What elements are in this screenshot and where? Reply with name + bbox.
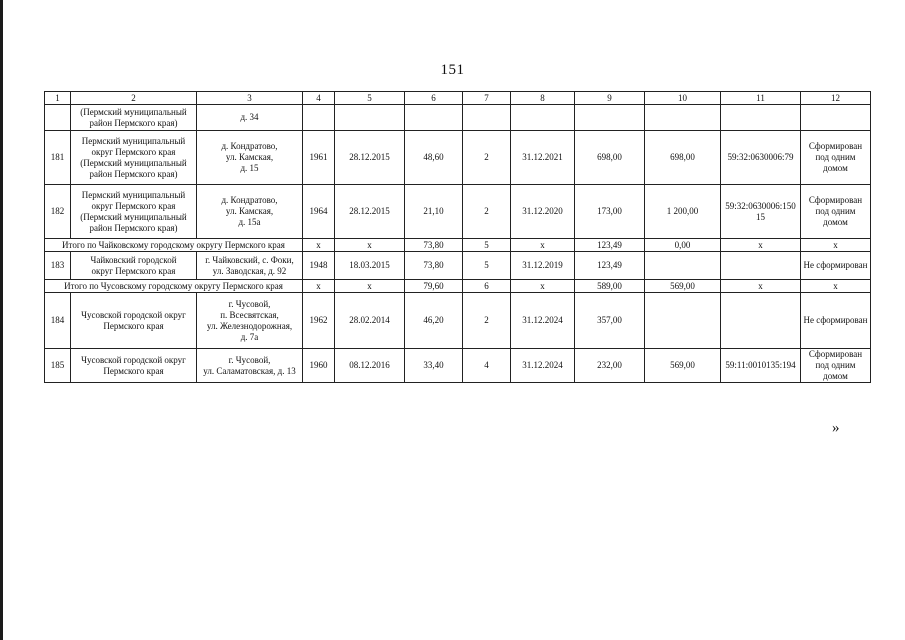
header-cell: 3	[197, 92, 303, 105]
header-cell: 11	[721, 92, 801, 105]
cell-count: 2	[463, 131, 511, 185]
total-row	[45, 280, 871, 293]
cell-cadastral	[721, 105, 801, 131]
cell-row-number	[45, 105, 71, 131]
cell-municipality: Пермский муниципальный округ Пермского края (Пермский муниципальный район Пермского края)	[71, 131, 197, 185]
cell-row-number: 181	[45, 131, 71, 185]
cell-date: 08.12.2016	[335, 349, 405, 383]
total-row	[45, 239, 871, 252]
cell-land-area: 357,00	[575, 293, 645, 349]
cell-cadastral	[721, 293, 801, 349]
header-cell: 12	[801, 92, 871, 105]
total-cell: 123,49	[575, 239, 645, 252]
cell-address: г. Чусовой, ул. Саламатовская, д. 13	[197, 349, 303, 383]
header-cell: 8	[511, 92, 575, 105]
total-label: Итого по Чайковскому городскому округу Пермского края	[45, 239, 303, 252]
cell-count: 2	[463, 293, 511, 349]
total-cell: 589,00	[575, 280, 645, 293]
total-cell: 6	[463, 280, 511, 293]
cell-deadline: 31.12.2020	[511, 185, 575, 239]
cell-land-area	[575, 105, 645, 131]
cell-plot-area	[645, 252, 721, 280]
cell-address: д. Кондратово, ул. Камская, д. 15	[197, 131, 303, 185]
header-row	[45, 92, 871, 105]
total-cell: x	[801, 239, 871, 252]
cell-cadastral: 59:32:0630006:79	[721, 131, 801, 185]
total-cell: 569,00	[645, 280, 721, 293]
table-row	[45, 293, 871, 349]
total-cell: x	[303, 280, 335, 293]
header-cell: 6	[405, 92, 463, 105]
total-cell: x	[721, 239, 801, 252]
table-row	[45, 131, 871, 185]
cell-plot-area: 1 200,00	[645, 185, 721, 239]
cell-plot-area	[645, 293, 721, 349]
cell-land-area: 698,00	[575, 131, 645, 185]
cell-status: Сформирован под одним домом	[801, 349, 871, 383]
cell-municipality: Чайковский городской округ Пермского края	[71, 252, 197, 280]
cell-date: 28.02.2014	[335, 293, 405, 349]
cell-year: 1964	[303, 185, 335, 239]
cell-row-number: 184	[45, 293, 71, 349]
total-cell: 73,80	[405, 239, 463, 252]
cell-count: 2	[463, 185, 511, 239]
cell-area: 46,20	[405, 293, 463, 349]
header-cell: 10	[645, 92, 721, 105]
cell-status: Не сформирован	[801, 252, 871, 280]
header-cell: 9	[575, 92, 645, 105]
cell-land-area: 123,49	[575, 252, 645, 280]
cell-row-number: 183	[45, 252, 71, 280]
cell-year: 1962	[303, 293, 335, 349]
cell-land-area: 173,00	[575, 185, 645, 239]
register-table	[44, 91, 871, 383]
cell-deadline: 31.12.2024	[511, 349, 575, 383]
page-number: 151	[440, 62, 465, 78]
cell-year: 1961	[303, 131, 335, 185]
cell-status: Сформирован под одним домом	[801, 131, 871, 185]
cell-date: 18.03.2015	[335, 252, 405, 280]
table-row	[45, 252, 871, 280]
cell-address: г. Чайковский, с. Фоки, ул. Заводская, д. 92	[197, 252, 303, 280]
cell-year: 1948	[303, 252, 335, 280]
cell-area: 21,10	[405, 185, 463, 239]
cell-cadastral: 59:11:0010135:194	[721, 349, 801, 383]
header-cell: 4	[303, 92, 335, 105]
total-cell: 79,60	[405, 280, 463, 293]
cell-area: 48,60	[405, 131, 463, 185]
cell-status: Сформирован под одним домом	[801, 185, 871, 239]
cell-plot-area: 569,00	[645, 349, 721, 383]
cell-land-area: 232,00	[575, 349, 645, 383]
cell-cadastral: 59:32:0630006:150 15	[721, 185, 801, 239]
cell-deadline: 31.12.2019	[511, 252, 575, 280]
cell-municipality: (Пермский муниципальный район Пермского края)	[71, 105, 197, 131]
cell-municipality: Чусовской городской округ Пермского края	[71, 349, 197, 383]
cell-row-number: 182	[45, 185, 71, 239]
cell-count	[463, 105, 511, 131]
header-cell: 2	[71, 92, 197, 105]
cell-address: д. 34	[197, 105, 303, 131]
cell-row-number: 185	[45, 349, 71, 383]
total-cell: x	[511, 280, 575, 293]
cell-date: 28.12.2015	[335, 131, 405, 185]
cell-date: 28.12.2015	[335, 185, 405, 239]
cell-area	[405, 105, 463, 131]
cell-plot-area: 698,00	[645, 131, 721, 185]
cell-deadline: 31.12.2024	[511, 293, 575, 349]
total-cell: x	[335, 280, 405, 293]
cell-plot-area	[645, 105, 721, 131]
total-cell: x	[335, 239, 405, 252]
cell-address: д. Кондратово, ул. Камская, д. 15а	[197, 185, 303, 239]
cell-municipality: Чусовской городской округ Пермского края	[71, 293, 197, 349]
total-cell: x	[801, 280, 871, 293]
cell-area: 33,40	[405, 349, 463, 383]
cell-municipality: Пермский муниципальный округ Пермского края (Пермский муниципальный район Пермского края)	[71, 185, 197, 239]
table-row	[45, 185, 871, 239]
cell-year	[303, 105, 335, 131]
closing-quote-mark: »	[832, 420, 840, 436]
cell-count: 5	[463, 252, 511, 280]
total-cell: x	[303, 239, 335, 252]
cell-area: 73,80	[405, 252, 463, 280]
header-cell: 1	[45, 92, 71, 105]
header-cell: 7	[463, 92, 511, 105]
cell-deadline	[511, 105, 575, 131]
total-cell: 5	[463, 239, 511, 252]
total-cell: x	[721, 280, 801, 293]
cell-address: г. Чусовой, п. Всесвятская, ул. Железнодорожная, д. 7а	[197, 293, 303, 349]
table-row-continuation	[45, 105, 871, 131]
cell-status: Не сформирован	[801, 293, 871, 349]
scan-edge	[0, 0, 3, 640]
cell-count: 4	[463, 349, 511, 383]
table-row	[45, 349, 871, 383]
cell-deadline: 31.12.2021	[511, 131, 575, 185]
cell-year: 1960	[303, 349, 335, 383]
cell-cadastral	[721, 252, 801, 280]
cell-date	[335, 105, 405, 131]
cell-status	[801, 105, 871, 131]
total-cell: 0,00	[645, 239, 721, 252]
total-label: Итого по Чусовскому городскому округу Пермского края	[45, 280, 303, 293]
header-cell: 5	[335, 92, 405, 105]
total-cell: x	[511, 239, 575, 252]
